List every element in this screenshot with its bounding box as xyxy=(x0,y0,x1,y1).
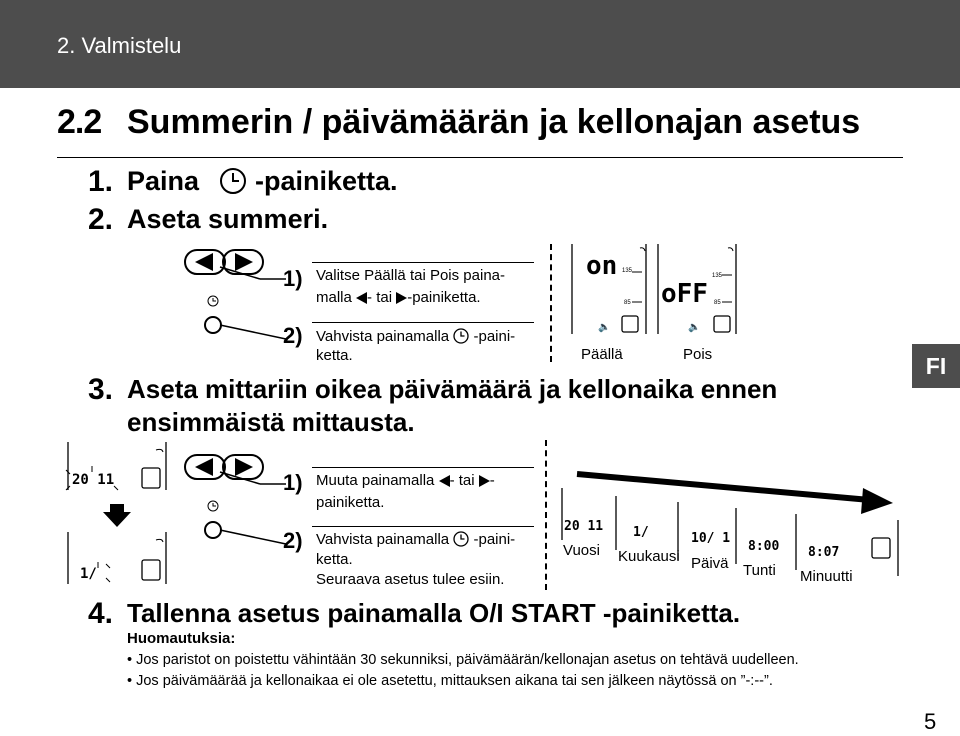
right-arrow-icon xyxy=(479,475,490,487)
step3-sub2-number: 2) xyxy=(283,528,303,553)
sequence-label-day: Päivä xyxy=(691,555,729,572)
text: Vahvista painamalla xyxy=(316,328,450,345)
page-number: 5 xyxy=(924,709,937,734)
step4-text: Tallenna asetus painamalla O/I START -painiketta. xyxy=(127,598,741,628)
display-month xyxy=(62,528,172,588)
display-on xyxy=(566,242,651,337)
step2-number: 2. xyxy=(88,203,114,236)
step2-sub2-line2: ketta. xyxy=(316,347,353,364)
note-text: Jos paristot on poistettu vähintään 30 sekunniksi, päivämäärän/kellonajan asetus on tehtävä uudelleen. xyxy=(136,652,799,668)
section-number: 2.2 xyxy=(57,103,102,141)
clock-icon xyxy=(453,328,469,344)
title-rule xyxy=(57,157,903,158)
step1-text-post: -painiketta. xyxy=(255,166,398,196)
step2-sub2-number: 2) xyxy=(283,323,303,348)
separator xyxy=(550,244,552,362)
left-arrow-icon xyxy=(356,292,367,304)
step3-line1: Aseta mittariin oikea päivämäärä ja kellonaika ennen xyxy=(127,374,778,404)
text: -paini- xyxy=(473,531,516,548)
display-off-label: Pois xyxy=(683,346,713,363)
step3-sub2-line2: ketta. xyxy=(316,551,353,568)
step3-sub1-number: 1) xyxy=(283,470,303,495)
text: Muuta painamalla xyxy=(316,472,435,489)
step3-number: 3. xyxy=(88,373,114,406)
clock-icon xyxy=(453,531,469,547)
value: 85 xyxy=(624,300,631,306)
step2-sub1-line1: Valitse Päällä tai Pois paina- xyxy=(316,267,505,284)
text: Vahvista painamalla xyxy=(316,531,450,548)
sequence-readout-day: 10/ 1 xyxy=(691,531,731,546)
clock-icon xyxy=(218,166,248,196)
rule xyxy=(312,526,534,527)
value: 85 xyxy=(714,300,721,306)
note-item: • Jos paristot on poistettu vähintään 30 sekunniksi, päivämäärän/kellonajan asetus on tehtävä uudelleen. xyxy=(127,652,799,668)
value: 135 xyxy=(712,273,723,279)
month-readout: 1/ xyxy=(80,566,97,582)
language-tab: FI xyxy=(912,344,960,388)
text: - tai xyxy=(449,472,475,489)
sequence-label-month: Kuukausi xyxy=(618,548,680,565)
chapter-title: 2. Valmistelu xyxy=(57,33,182,58)
section-title: Summerin / päivämäärän ja kellonajan asetus xyxy=(127,103,861,141)
sequence-readout-year: 20 11 xyxy=(564,519,604,534)
off-readout: oFF xyxy=(661,279,708,309)
value: 135 xyxy=(622,268,633,274)
on-readout: on xyxy=(586,251,618,281)
sequence-readout-hour: 8:00 xyxy=(748,539,780,554)
step3-sub2-line1 xyxy=(316,529,515,551)
year-readout: 20 11 xyxy=(72,472,115,488)
step3-sub1-line1 xyxy=(316,470,495,492)
sequence-readout-minute: 8:07 xyxy=(808,545,840,560)
display-on-label: Päällä xyxy=(581,346,623,363)
step2-sub1-line2 xyxy=(316,287,481,309)
sequence-label-year: Vuosi xyxy=(563,542,600,559)
notes-title: Huomautuksia: xyxy=(127,630,236,647)
down-arrow-icon xyxy=(104,502,132,528)
step2-sub1-number: 1) xyxy=(283,266,303,291)
rule xyxy=(312,467,534,468)
speaker-icon: 🔈 xyxy=(598,322,611,333)
text: malla xyxy=(316,289,352,306)
display-off xyxy=(652,242,742,337)
step3-line2: ensimmäistä mittausta. xyxy=(127,407,415,437)
sequence-readout-month: 1/ xyxy=(633,525,649,540)
display-year xyxy=(62,438,172,494)
note-text: Jos päivämäärää ja kellonaikaa ei ole asetettu, mittauksen aikana tai sen jälkeen näytössä on ”-:--”. xyxy=(136,673,773,689)
sequence-label-hour: Tunti xyxy=(743,562,776,579)
separator xyxy=(545,440,547,590)
step2-title: Aseta summeri. xyxy=(127,204,329,234)
step3-sub1-line2: painiketta. xyxy=(316,494,385,511)
left-arrow-icon xyxy=(439,475,450,487)
speaker-icon: 🔈 xyxy=(688,322,701,333)
rule xyxy=(312,322,534,323)
text: -paini- xyxy=(473,328,516,345)
text: -painiketta. xyxy=(407,289,481,306)
rule xyxy=(312,262,534,263)
right-arrow-icon xyxy=(396,292,407,304)
step3-sub2-line3: Seuraava asetus tulee esiin. xyxy=(316,571,505,588)
sequence-label-minute: Minuutti xyxy=(800,568,853,585)
note-item: • Jos päivämäärää ja kellonaikaa ei ole asetettu, mittauksen aikana tai sen jälkeen näytössä on ”-:--”. xyxy=(127,673,773,689)
text: - xyxy=(489,472,495,489)
step4-number: 4. xyxy=(88,597,114,630)
text: - tai xyxy=(367,289,393,306)
step1-number: 1. xyxy=(88,165,114,198)
step1-text-pre: Paina xyxy=(127,166,200,196)
